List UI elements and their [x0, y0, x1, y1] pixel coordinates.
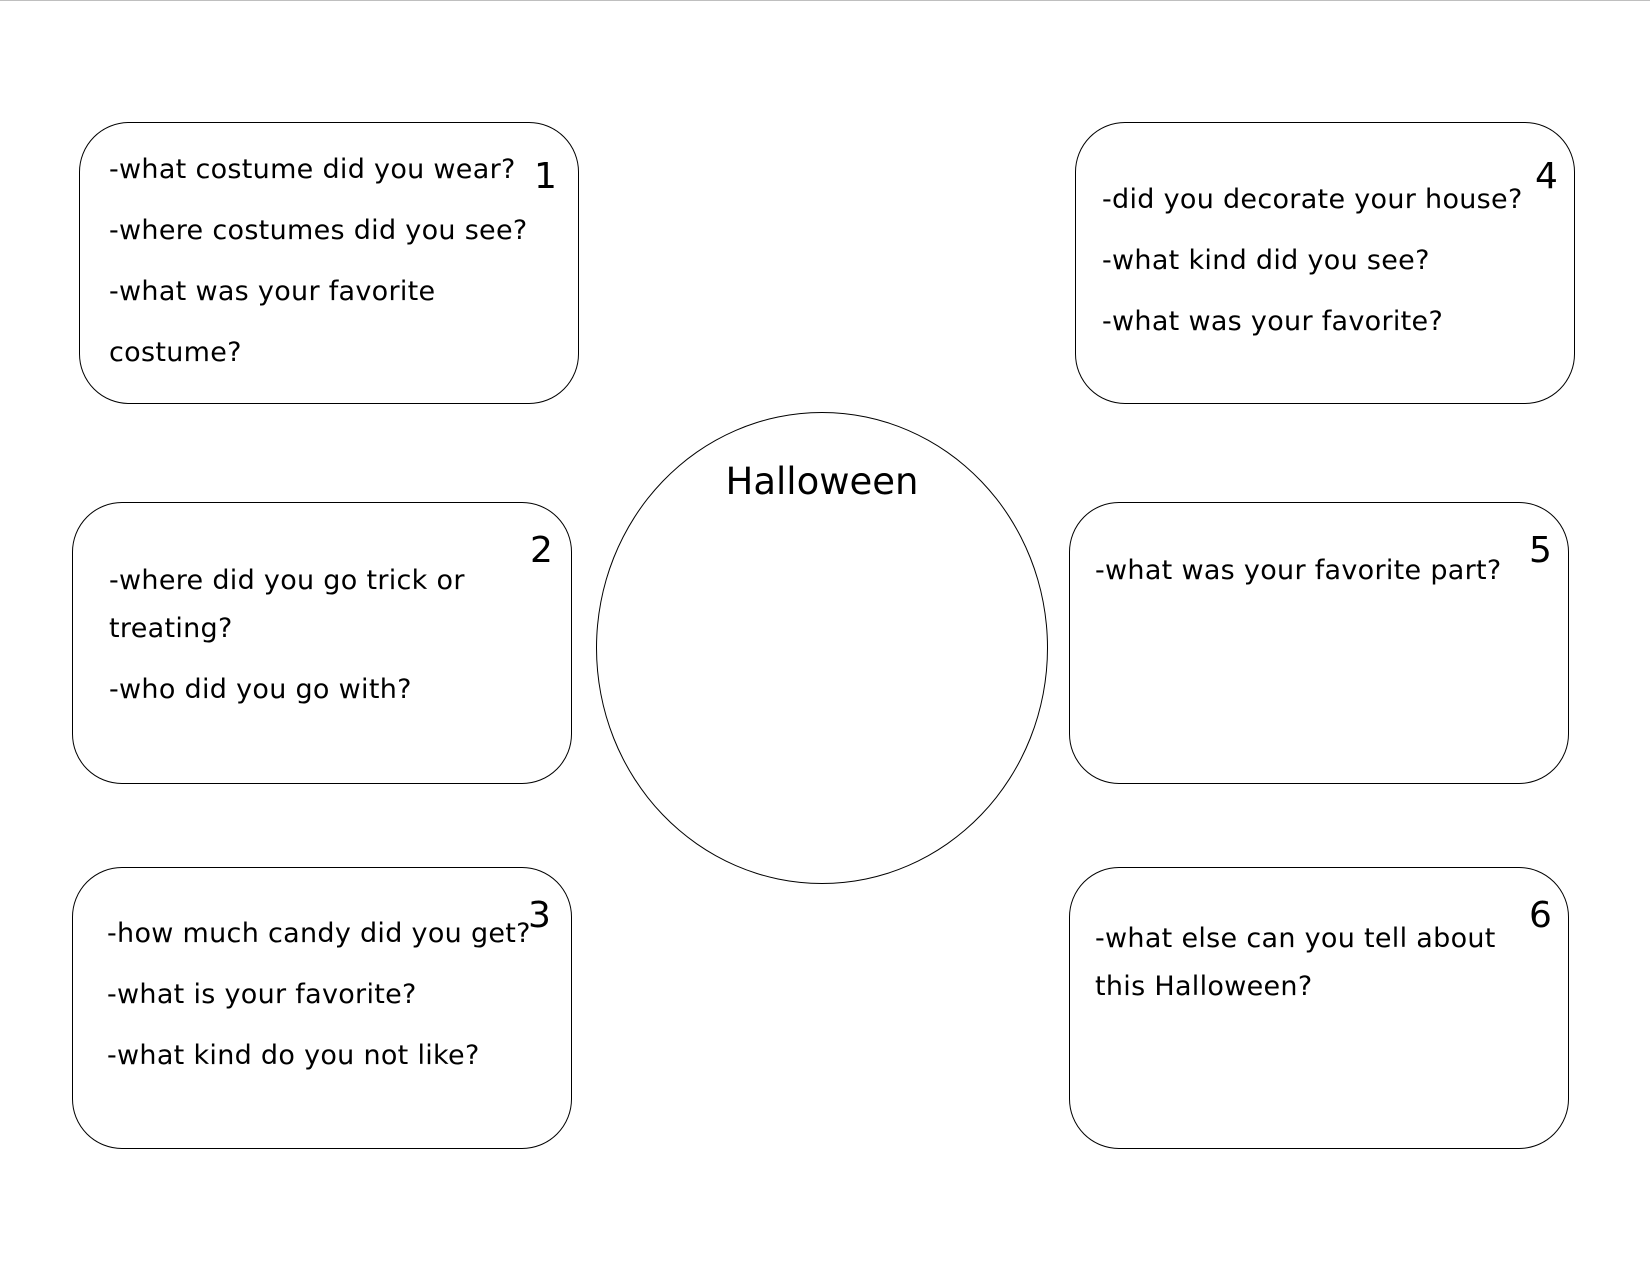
question-line: -what else can you tell about	[1095, 923, 1496, 954]
question-box-4	[1075, 122, 1575, 404]
box-number: 5	[1529, 530, 1552, 571]
page-top-border	[0, 0, 1650, 1]
box-number: 1	[534, 156, 557, 197]
question-line: -how much candy did you get?	[107, 918, 531, 949]
question-line: -where did you go trick or	[109, 565, 465, 596]
box-number: 4	[1535, 156, 1558, 197]
question-line: -what kind do you not like?	[107, 1040, 480, 1071]
question-box-1	[79, 122, 579, 404]
question-line: -who did you go with?	[109, 674, 412, 705]
question-line: -what was your favorite	[109, 276, 436, 307]
question-line: -what was your favorite?	[1102, 306, 1444, 337]
question-box-6	[1069, 867, 1569, 1149]
question-line: costume?	[109, 337, 242, 368]
question-line: -did you decorate your house?	[1102, 184, 1523, 215]
question-line: -what was your favorite part?	[1095, 555, 1502, 586]
page-title: Halloween	[725, 460, 919, 503]
question-line: -what is your favorite?	[107, 979, 417, 1010]
box-number: 6	[1529, 895, 1552, 936]
question-line: treating?	[109, 613, 233, 644]
question-box-5	[1069, 502, 1569, 784]
question-line: -where costumes did you see?	[109, 215, 528, 246]
center-circle	[596, 412, 1048, 884]
question-line: this Halloween?	[1095, 971, 1313, 1002]
question-box-2	[72, 502, 572, 784]
question-box-3	[72, 867, 572, 1149]
question-line: -what kind did you see?	[1102, 245, 1430, 276]
box-number: 2	[530, 530, 553, 571]
question-line: -what costume did you wear?	[109, 154, 516, 185]
box-number: 3	[528, 895, 551, 936]
